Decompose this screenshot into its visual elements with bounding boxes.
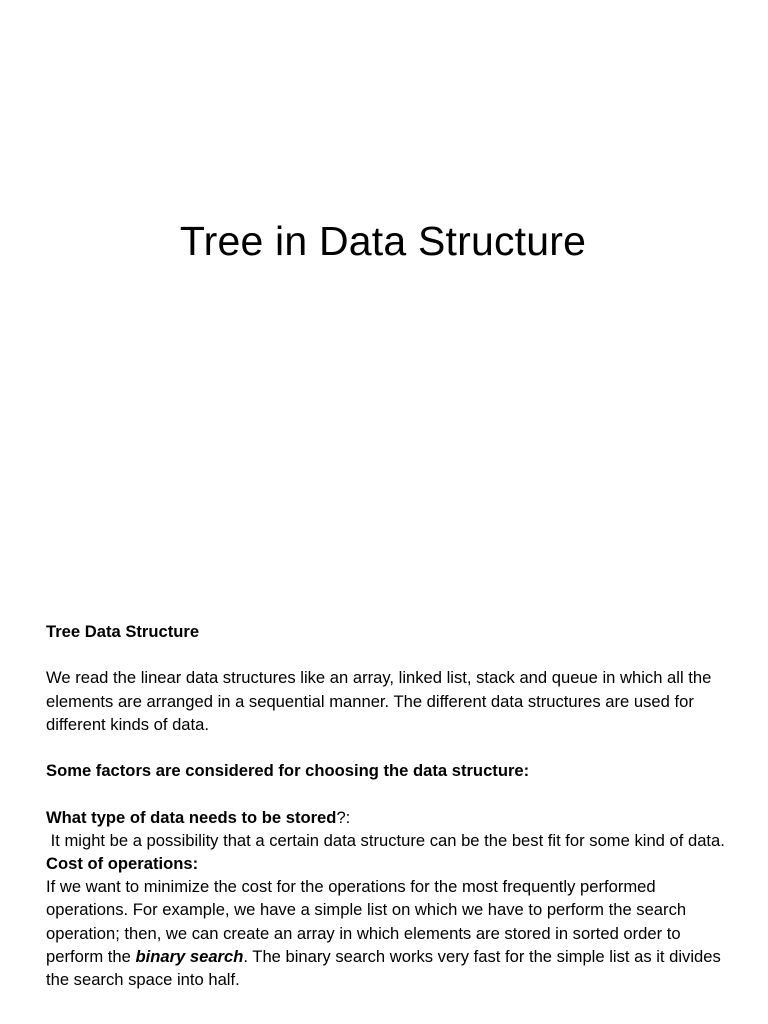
factor-1-heading-suffix: ?: bbox=[336, 807, 351, 827]
binary-search-emphasis: binary search bbox=[135, 946, 244, 966]
factor-2-body-end: . The binary search works very fast for the simple list as it divides the search space into half. bbox=[46, 946, 721, 989]
factors-heading: Some factors are considered for choosing the data structure: bbox=[46, 761, 530, 781]
factor-1-heading-line bbox=[46, 806, 736, 829]
intro-paragraph: We read the linear data structures like an array, linked list, stack and queue in which all the elements are arranged in a sequential manner. The different data structures are used for different kinds of data. bbox=[46, 668, 712, 734]
paragraph-spacer bbox=[46, 782, 736, 805]
section-heading: Tree Data Structure bbox=[46, 622, 200, 641]
factor-1-heading: What type of data needs to be stored bbox=[46, 807, 337, 827]
factor-1-body: It might be a possibility that a certain data structure can be the best fit for some kind of data. bbox=[46, 830, 725, 850]
paragraph-spacer bbox=[46, 736, 736, 759]
page-title-text: Tree in Data Structure bbox=[179, 218, 587, 264]
paragraph-spacer bbox=[46, 643, 736, 666]
factor-2-heading: Cost of operations: bbox=[46, 853, 199, 873]
factor-2-body bbox=[46, 875, 736, 991]
factor-2-body-start: If we want to minimize the cost for the operations for the most frequently performed operations. For example, we have a simple list on which we have to perform the search operation; then, we can create an array in which elements are stored in sorted order to perform the bbox=[46, 877, 687, 966]
document-body bbox=[46, 620, 736, 991]
page-title bbox=[0, 218, 768, 265]
